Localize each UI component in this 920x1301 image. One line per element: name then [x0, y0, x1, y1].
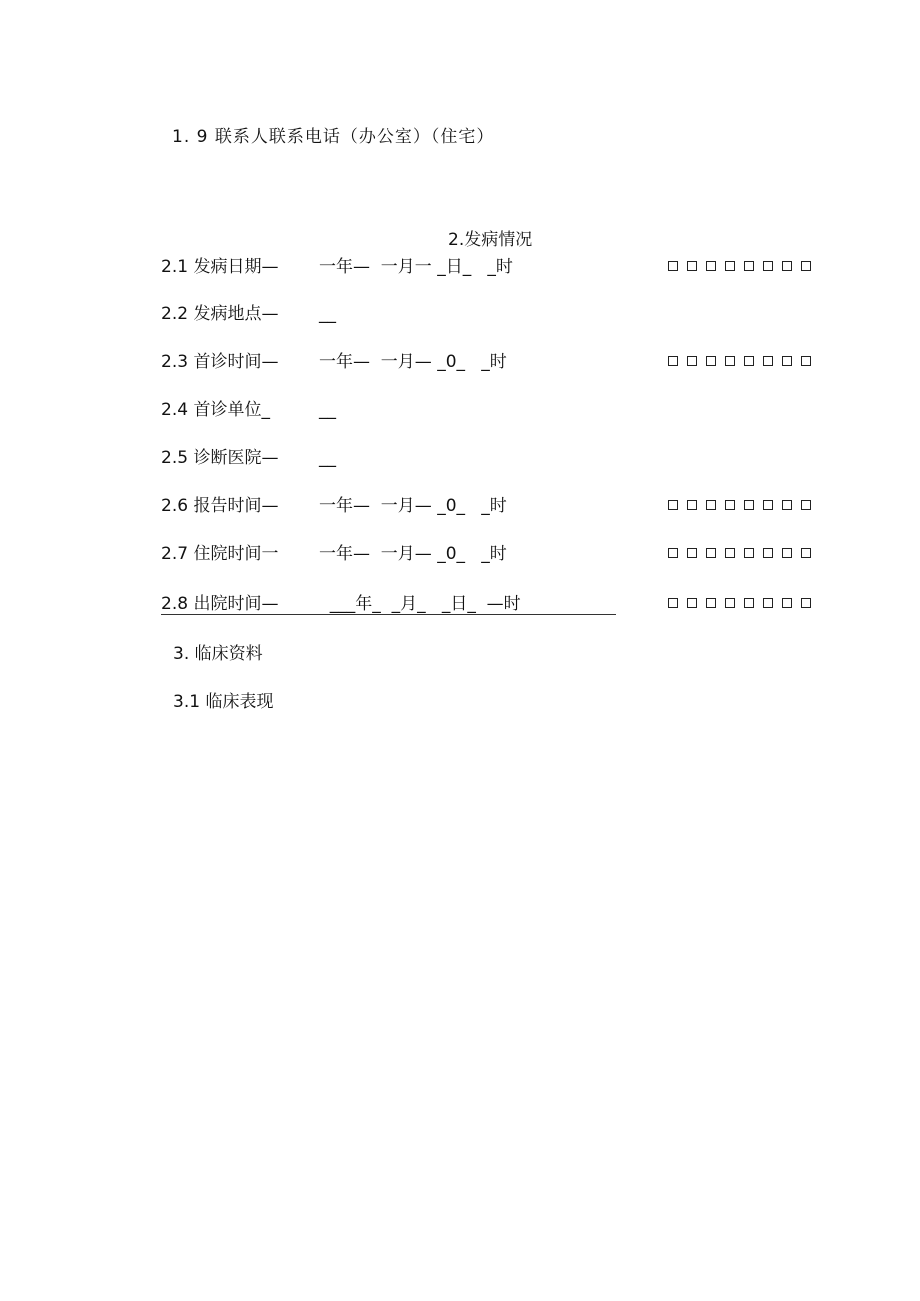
- code-box[interactable]: [668, 598, 678, 608]
- code-box[interactable]: [668, 356, 678, 366]
- row-2-3-first-visit-time: [161, 351, 841, 373]
- code-box[interactable]: [687, 356, 697, 366]
- code-box[interactable]: [668, 548, 678, 558]
- code-box[interactable]: [668, 500, 678, 510]
- code-box[interactable]: [725, 598, 735, 608]
- code-box[interactable]: [687, 548, 697, 558]
- row-label: 2.2 发病地点—: [161, 304, 279, 324]
- row-2-2-onset-place: [161, 303, 841, 325]
- code-box[interactable]: [782, 261, 792, 271]
- row-fill[interactable]: __: [319, 400, 336, 420]
- row-2-5-diagnosis-hospital: [161, 447, 841, 469]
- code-box[interactable]: [687, 500, 697, 510]
- row-label: 2.5 诊断医院—: [161, 448, 279, 468]
- code-box[interactable]: [801, 356, 811, 366]
- row-fill[interactable]: __: [319, 448, 336, 468]
- row-2-1-onset-date: [161, 256, 841, 278]
- code-box[interactable]: [801, 500, 811, 510]
- code-box[interactable]: [744, 356, 754, 366]
- code-boxes: [668, 548, 811, 558]
- row-fill[interactable]: 一年— 一月一 _日_ _时: [319, 257, 513, 277]
- row-label: 2.7 住院时间一: [161, 544, 279, 564]
- row-2-4-first-visit-unit: [161, 399, 841, 421]
- code-box[interactable]: [782, 356, 792, 366]
- code-box[interactable]: [668, 261, 678, 271]
- row-fill[interactable]: ___年_ _月_ _日_ —时: [319, 594, 521, 614]
- section-3-1-title: 3.1 临床表现: [173, 692, 274, 712]
- code-box[interactable]: [687, 261, 697, 271]
- code-box[interactable]: [744, 548, 754, 558]
- code-box[interactable]: [706, 500, 716, 510]
- code-box[interactable]: [725, 356, 735, 366]
- code-boxes: [668, 500, 811, 510]
- code-box[interactable]: [801, 548, 811, 558]
- contact-phone-line: 1. 9 联系人联系电话（办公室）（住宅）: [172, 127, 495, 147]
- row-2-6-report-time: [161, 495, 841, 517]
- code-box[interactable]: [782, 548, 792, 558]
- code-box[interactable]: [706, 261, 716, 271]
- row-2-8-discharge-time: [161, 593, 841, 615]
- code-box[interactable]: [744, 598, 754, 608]
- row-label: 2.3 首诊时间—: [161, 352, 279, 372]
- code-box[interactable]: [725, 548, 735, 558]
- code-box[interactable]: [706, 356, 716, 366]
- code-box[interactable]: [763, 548, 773, 558]
- code-box[interactable]: [725, 500, 735, 510]
- code-box[interactable]: [763, 261, 773, 271]
- code-box[interactable]: [801, 261, 811, 271]
- code-boxes: [668, 356, 811, 366]
- row-fill[interactable]: __: [319, 304, 336, 324]
- code-boxes: [668, 598, 811, 608]
- code-box[interactable]: [706, 598, 716, 608]
- discharge-time-underline: [161, 614, 616, 615]
- code-box[interactable]: [763, 356, 773, 366]
- row-fill[interactable]: 一年— 一月— _0_ _时: [319, 352, 507, 372]
- code-boxes: [668, 261, 811, 271]
- code-box[interactable]: [801, 598, 811, 608]
- row-fill[interactable]: 一年— 一月— _0_ _时: [319, 544, 507, 564]
- code-box[interactable]: [782, 598, 792, 608]
- code-box[interactable]: [687, 598, 697, 608]
- code-box[interactable]: [706, 548, 716, 558]
- code-box[interactable]: [782, 500, 792, 510]
- code-box[interactable]: [744, 500, 754, 510]
- row-label: 2.8 出院时间—: [161, 594, 279, 614]
- row-label: 2.4 首诊单位_: [161, 400, 270, 420]
- row-label: 2.6 报告时间—: [161, 496, 279, 516]
- code-box[interactable]: [763, 500, 773, 510]
- row-fill[interactable]: 一年— 一月— _0_ _时: [319, 496, 507, 516]
- code-box[interactable]: [763, 598, 773, 608]
- row-label: 2.1 发病日期—: [161, 257, 279, 277]
- code-box[interactable]: [744, 261, 754, 271]
- code-box[interactable]: [725, 261, 735, 271]
- section-2-title: 2.发病情况: [448, 230, 533, 250]
- row-2-7-admission-time: [161, 543, 841, 565]
- section-3-title: 3. 临床资料: [173, 644, 263, 664]
